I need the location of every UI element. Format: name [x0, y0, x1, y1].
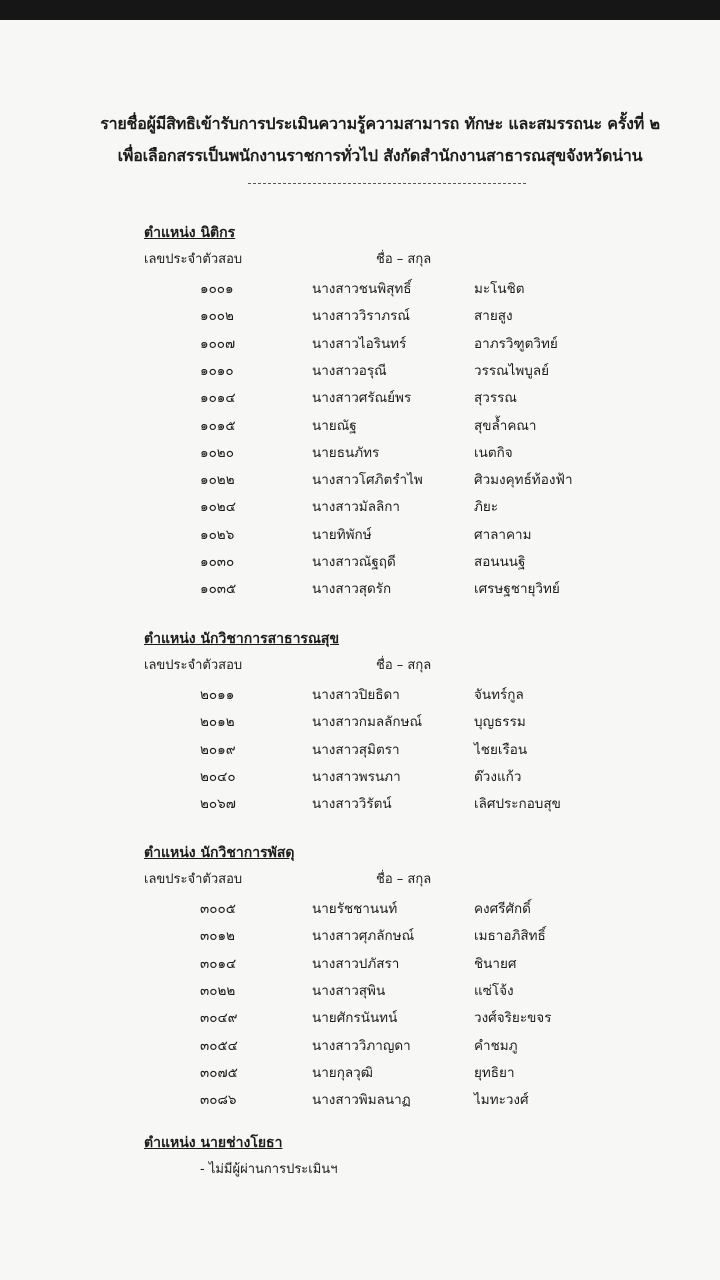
section-heading: ตำแหน่ง นิติกร: [144, 225, 236, 241]
candidate-exam-id: ๓๐๒๒: [200, 982, 236, 999]
candidate-row: [144, 792, 704, 820]
candidate-exam-id: ๓๐๑๔: [200, 955, 237, 972]
candidate-exam-id: ๒๐๑๒: [200, 714, 235, 731]
candidate-row: [144, 924, 704, 952]
status-bar: [0, 0, 720, 20]
candidate-first-name: นางสาวอรุณี: [312, 362, 387, 379]
candidate-first-name: นางสาวพิมลนาฏ: [312, 1092, 411, 1109]
candidate-last-name: สุวรรณ: [474, 390, 517, 407]
document-title-line-2: เพื่อเลือกสรรเป็นพนักงานราชการทั่วไป สังกัดสำนักงานสาธารณสุขจังหวัดน่าน: [117, 146, 643, 165]
section-heading: ตำแหน่ง นักวิชาการสาธารณสุข: [144, 631, 340, 647]
column-label-exam-id: เลขประจำตัวสอบ: [144, 658, 243, 673]
candidate-row: [144, 710, 704, 738]
candidate-first-name: นางสาวพรนภา: [312, 768, 401, 785]
candidate-first-name: นายณัฐ: [312, 417, 357, 434]
candidate-exam-id: ๒๐๔๐: [200, 768, 236, 785]
candidate-exam-id: ๑๐๐๑: [200, 281, 234, 297]
candidate-exam-id: ๑๐๐๗: [200, 335, 236, 352]
candidate-first-name: นายทิพักษ์: [312, 526, 372, 543]
candidate-first-name: นางสาวกมลลักษณ์: [312, 714, 423, 731]
document-title-line-1: รายชื่อผู้มีสิทธิเข้ารับการประเมินความรู้ความสามารถ ทักษะ และสมรรถนะ ครั้งที่ ๒: [100, 114, 660, 133]
column-label-full-name: ชื่อ – สกุล: [376, 872, 432, 887]
candidate-row: [144, 1061, 704, 1089]
candidate-exam-id: ๑๐๒๖: [200, 526, 235, 543]
column-label-full-name: ชื่อ – สกุล: [376, 252, 432, 267]
candidate-first-name: นางสาวศุภลักษณ์: [312, 928, 415, 945]
candidate-last-name: อาภรวิฑูตวิทย์: [474, 335, 558, 352]
candidate-last-name: จันทร์กูล: [474, 687, 524, 703]
candidate-exam-id: ๒๐๖๗: [200, 796, 236, 813]
candidate-first-name: นางสาววิภาญดา: [312, 1037, 411, 1054]
candidate-exam-id: ๑๐๓๐: [200, 554, 235, 570]
candidate-last-name: ศาลาคาม: [474, 526, 532, 543]
candidate-last-name: วงศ์จริยะขจร: [474, 1010, 552, 1027]
candidate-row: [144, 897, 704, 925]
candidate-last-name: สุขล้ำคณา: [474, 417, 537, 434]
candidate-row: [144, 1088, 704, 1116]
candidate-last-name: เมธาอภิสิทธิ์: [474, 928, 546, 945]
candidate-exam-id: ๒๐๑๙: [200, 741, 236, 758]
candidate-last-name: คงศรีศักดิ์: [474, 901, 531, 917]
candidate-first-name: นางสาวชนพิสุทธิ์: [312, 281, 412, 297]
candidate-row: [144, 738, 704, 766]
candidate-last-name: เศรษฐชายุวิทย์: [474, 581, 560, 598]
candidate-first-name: นางสาวไอรินทร์: [312, 335, 407, 352]
candidate-last-name: แซ่โจ้ง: [474, 982, 514, 999]
candidate-row: [144, 1034, 704, 1062]
candidate-first-name: นายศักรนันทน์: [312, 1010, 398, 1027]
candidate-last-name: เนตกิจ: [474, 444, 513, 461]
candidate-row: [144, 952, 704, 980]
candidate-first-name: นางสาวสุมิตรา: [312, 741, 400, 758]
candidate-first-name: นางสาวสุพิน: [312, 982, 386, 999]
candidate-exam-id: ๓๐๕๔: [200, 1037, 238, 1054]
candidate-first-name: นางสาวโศภิตรำไพ: [312, 472, 423, 489]
candidate-exam-id: ๓๐๑๒: [200, 928, 235, 945]
candidate-last-name: ชินายศ: [474, 955, 517, 972]
column-label-exam-id: เลขประจำตัวสอบ: [144, 252, 243, 267]
candidate-first-name: นางสาวสุดรัก: [312, 581, 392, 598]
candidate-first-name: นายธนภัทร: [312, 444, 380, 461]
candidate-first-name: นางสาววิราภรณ์: [312, 308, 410, 325]
candidate-row: [144, 495, 704, 523]
candidate-first-name: นางสาวณัฐฤดี: [312, 554, 396, 570]
candidate-row: [144, 332, 704, 360]
candidate-row: [144, 441, 704, 469]
candidate-last-name: ต๊วงแก้ว: [474, 768, 522, 785]
candidate-last-name: สายสูง: [474, 308, 513, 325]
candidate-exam-id: ๑๐๒๔: [200, 499, 236, 516]
candidate-row: [144, 304, 704, 332]
candidate-first-name: นางสาวปภัสรา: [312, 955, 400, 972]
candidate-first-name: นายกุลวุฒิ: [312, 1064, 373, 1081]
candidate-last-name: ศิวมงคุทธ์ท้องฟ้า: [474, 472, 573, 489]
candidate-exam-id: ๑๐๓๕: [200, 581, 237, 598]
candidate-exam-id: ๑๐๑๔: [200, 390, 236, 407]
candidate-exam-id: ๑๐๒๐: [200, 444, 234, 461]
candidate-last-name: ไมทะวงศ์: [474, 1092, 529, 1109]
candidate-exam-id: ๑๐๑๐: [200, 362, 234, 379]
candidate-exam-id: ๓๐๗๕: [200, 1064, 238, 1081]
candidate-exam-id: ๑๐๑๕: [200, 417, 236, 434]
section-heading: ตำแหน่ง นักวิชาการพัสดุ: [144, 845, 295, 861]
candidate-exam-id: ๓๐๘๖: [200, 1092, 237, 1109]
column-label-full-name: ชื่อ – สกุล: [376, 658, 432, 673]
candidate-exam-id: ๑๐๒๒: [200, 472, 235, 489]
candidate-last-name: บุญธรรม: [474, 714, 526, 731]
candidate-row: [144, 683, 704, 711]
candidate-last-name: ยุทธิยา: [474, 1064, 515, 1081]
no-candidates-note: - ไม่มีผู้ผ่านการประเมินฯ: [200, 1162, 338, 1177]
candidate-exam-id: ๓๐๔๙: [200, 1010, 238, 1027]
candidate-last-name: ไชยเรือน: [474, 741, 528, 758]
candidate-first-name: นางสาววิรัตน์: [312, 796, 392, 813]
candidate-row: [144, 979, 704, 1007]
candidate-row: [144, 523, 704, 551]
candidate-first-name: นางสาวศรัณย์พร: [312, 390, 412, 407]
section-heading: ตำแหน่ง นายช่างโยธา: [144, 1135, 283, 1151]
candidate-last-name: มะโนชิต: [474, 281, 525, 297]
candidate-last-name: ภิยะ: [474, 499, 499, 516]
candidate-row: [144, 277, 704, 305]
title-separator: [248, 183, 526, 184]
candidate-last-name: สอนนนฐิ: [474, 554, 526, 570]
candidate-first-name: นายรัชชานนท์: [312, 901, 398, 917]
candidate-row: [144, 414, 704, 442]
candidate-row: [144, 359, 704, 387]
candidate-row: [144, 1006, 704, 1034]
candidate-row: [144, 386, 704, 414]
candidate-last-name: วรรณไพบูลย์: [474, 362, 550, 379]
candidate-exam-id: ๑๐๐๒: [200, 308, 234, 325]
candidate-last-name: คำชมภู: [474, 1037, 518, 1054]
candidate-first-name: นางสาวปิยธิดา: [312, 687, 400, 703]
candidate-row: [144, 468, 704, 496]
column-label-exam-id: เลขประจำตัวสอบ: [144, 872, 243, 887]
candidate-last-name: เลิศประกอบสุข: [474, 796, 561, 813]
candidate-row: [144, 550, 704, 578]
candidate-exam-id: ๒๐๑๑: [200, 687, 235, 703]
candidate-row: [144, 765, 704, 793]
candidate-exam-id: ๓๐๐๕: [200, 901, 236, 917]
candidate-row: [144, 577, 704, 605]
candidate-first-name: นางสาวมัลลิกา: [312, 499, 401, 516]
